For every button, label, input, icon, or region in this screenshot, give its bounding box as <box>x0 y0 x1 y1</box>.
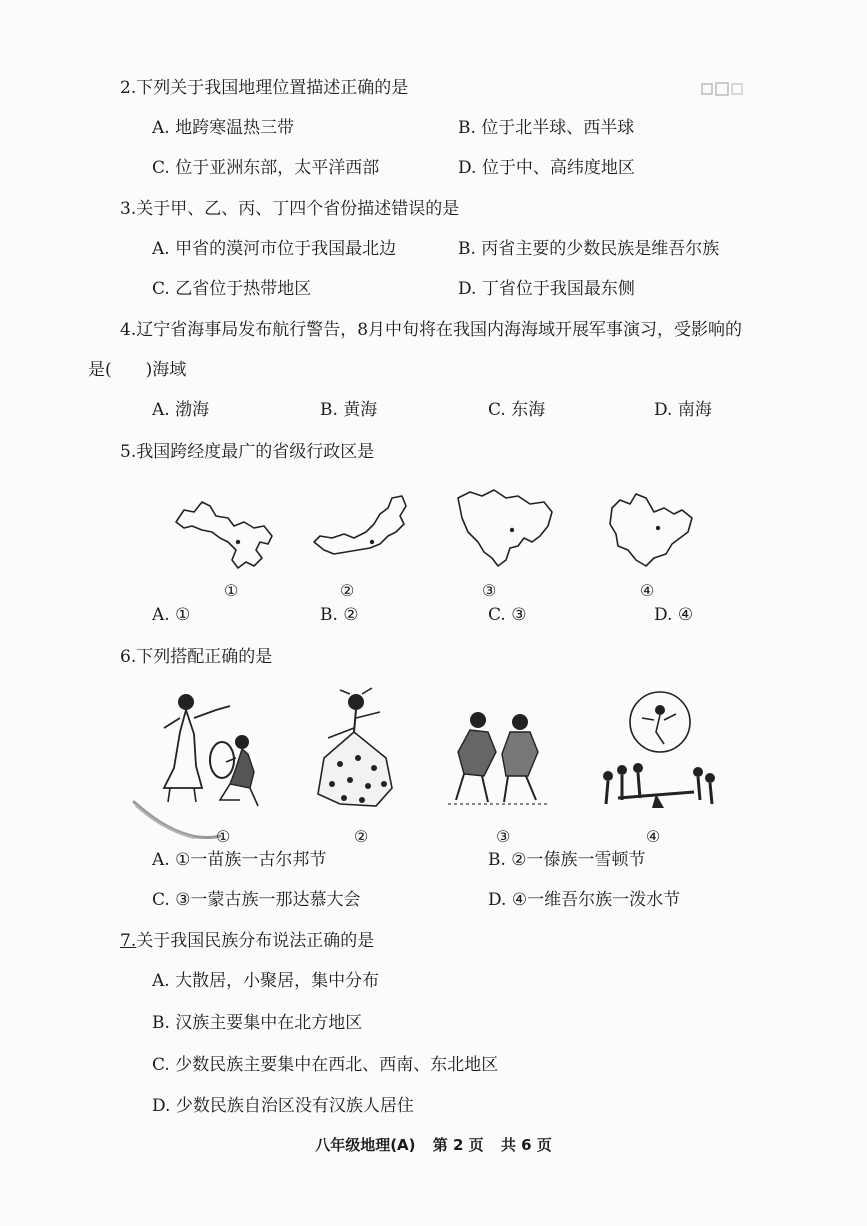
q5-option-c[interactable]: C. ③ <box>488 605 527 625</box>
q6-image-label-2: ② <box>354 827 369 846</box>
footer-total-pages: 共 6 页 <box>500 1136 552 1154</box>
q7-number: 7. <box>120 931 137 951</box>
festival-illustration-4 <box>598 688 718 818</box>
q6-option-d[interactable]: D. ④一维吾尔族一泼水节 <box>488 890 681 910</box>
q7-option-c[interactable]: C. 少数民族主要集中在西北、西南、东北地区 <box>152 1055 499 1075</box>
province-outline-4 <box>602 488 712 578</box>
q6-option-b[interactable]: B. ②一傣族一雪顿节 <box>488 850 646 870</box>
q7-stem: 关于我国民族分布说法正确的是 <box>136 931 375 951</box>
q5-stem: 5.我国跨经度最广的省级行政区是 <box>120 442 375 462</box>
q2-stem: 2.下列关于我国地理位置描述正确的是 <box>120 78 409 98</box>
province-outline-1 <box>172 492 282 572</box>
q5-map-label-4: ④ <box>640 581 655 600</box>
q2-option-b[interactable]: B. 位于北半球、西半球 <box>458 118 635 138</box>
q7-option-a[interactable]: A. 大散居，小聚居，集中分布 <box>152 971 380 991</box>
q3-option-d[interactable]: D. 丁省位于我国最东侧 <box>458 279 635 299</box>
q4-option-a[interactable]: A. 渤海 <box>152 400 210 420</box>
q6-stem: 6.下列搭配正确的是 <box>120 647 273 667</box>
footer-page-number: 第 2 页 <box>432 1136 484 1154</box>
q6-image-label-3: ③ <box>496 827 511 846</box>
festival-illustration-2 <box>310 688 410 818</box>
q5-option-d[interactable]: D. ④ <box>654 605 694 625</box>
q4-option-b[interactable]: B. 黄海 <box>320 400 378 420</box>
province-outline-3 <box>452 486 562 576</box>
q7-stem-row <box>120 929 374 953</box>
q2-option-a[interactable]: A. 地跨寒温热三带 <box>152 118 295 138</box>
q5-option-b[interactable]: B. ② <box>320 605 359 625</box>
q4-stem-line2: 是( )海域 <box>88 360 187 380</box>
q2-option-d[interactable]: D. 位于中、高纬度地区 <box>458 158 635 178</box>
footer-subject: 八年级地理(A) <box>315 1136 416 1154</box>
q3-stem: 3.关于甲、乙、丙、丁四个省份描述错误的是 <box>120 199 460 219</box>
q3-option-b[interactable]: B. 丙省主要的少数民族是维吾尔族 <box>458 239 720 259</box>
festival-illustration-3 <box>444 708 554 808</box>
pencil-scribble-mark <box>132 796 222 842</box>
q6-option-a[interactable]: A. ①一苗族一古尔邦节 <box>152 850 327 870</box>
q4-stem-line1: 4.辽宁省海事局发布航行警告，8月中旬将在我国内海海域开展军事演习，受影响的 <box>120 320 743 340</box>
q4-option-d[interactable]: D. 南海 <box>654 400 712 420</box>
q6-image-label-4: ④ <box>646 827 661 846</box>
q5-map-label-3: ③ <box>482 581 497 600</box>
q6-image-label-1: ① <box>216 827 231 846</box>
q2-option-c[interactable]: C. 位于亚洲东部，太平洋西部 <box>152 158 380 178</box>
faint-stamp-mark <box>700 80 748 98</box>
page-footer <box>0 1134 867 1155</box>
q5-map-label-2: ② <box>340 581 355 600</box>
q7-option-b[interactable]: B. 汉族主要集中在北方地区 <box>152 1013 363 1033</box>
q5-option-a[interactable]: A. ① <box>152 605 191 625</box>
q4-option-c[interactable]: C. 东海 <box>488 400 546 420</box>
q3-option-a[interactable]: A. 甲省的漠河市位于我国最北边 <box>152 239 397 259</box>
q6-option-c[interactable]: C. ③一蒙古族一那达慕大会 <box>152 890 361 910</box>
q3-option-c[interactable]: C. 乙省位于热带地区 <box>152 279 312 299</box>
q7-option-d[interactable]: D. 少数民族自治区没有汉族人居住 <box>152 1096 414 1116</box>
q5-map-label-1: ① <box>224 581 239 600</box>
province-outline-2 <box>310 492 420 572</box>
